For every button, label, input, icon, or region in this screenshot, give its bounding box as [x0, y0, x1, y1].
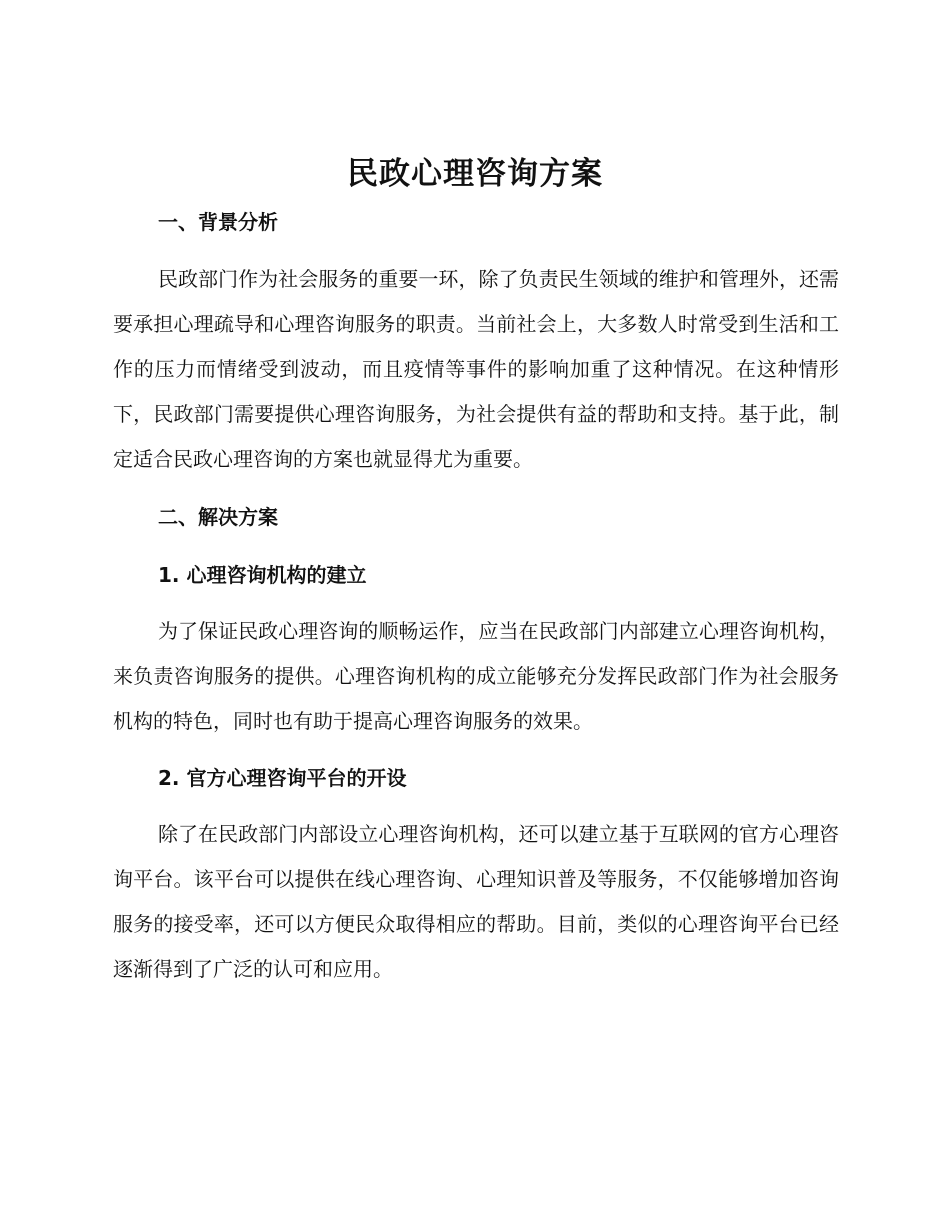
subheading-counseling-agency: 1. 心理咨询机构的建立: [158, 563, 367, 587]
paragraph-counseling-agency: 为了保证民政心理咨询的顺畅运作，应当在民政部门内部建立心理咨询机构，来负责咨询服务的提供。心理咨询机构的成立能够充分发挥民政部门作为社会服务机构的特色，同时也有助于提高心理咨询服务的效果。: [113, 619, 839, 733]
section-heading-background: 一、背景分析: [158, 210, 278, 234]
subheading-official-platform: 2. 官方心理咨询平台的开设: [158, 766, 407, 790]
document-title: 民政心理咨询方案: [347, 156, 603, 192]
section-heading-solution: 二、解决方案: [158, 505, 278, 529]
paragraph-official-platform: 除了在民政部门内部设立心理咨询机构，还可以建立基于互联网的官方心理咨询平台。该平台可以提供在线心理咨询、心理知识普及等服务，不仅能够增加咨询服务的接受率，还可以方便民众取得相应的帮助。目前，类似的心理咨询平台已经逐渐得到了广泛的认可和应用。: [113, 822, 839, 981]
paragraph-background: 民政部门作为社会服务的重要一环，除了负责民生领域的维护和管理外，还需要承担心理疏导和心理咨询服务的职责。当前社会上，大多数人时常受到生活和工作的压力而情绪受到波动，而且疫情等事件的影响加重了这种情况。在这种情形下，民政部门需要提供心理咨询服务，为社会提供有益的帮助和支持。基于此，制定适合民政心理咨询的方案也就显得尤为重要。: [113, 267, 839, 471]
